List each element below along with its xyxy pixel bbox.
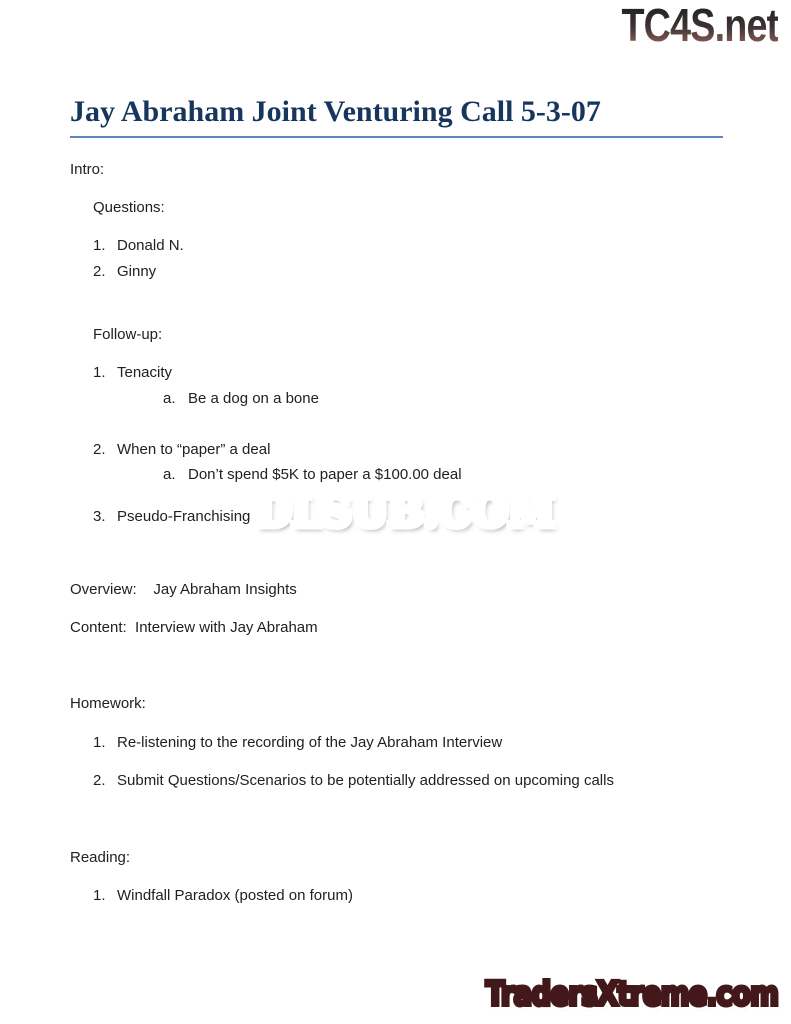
list-marker: 1. (93, 734, 106, 751)
list-item-text: Donald N. (117, 237, 184, 254)
page-title: Jay Abraham Joint Venturing Call 5-3-07 (70, 92, 723, 138)
list-marker: 1. (93, 887, 106, 904)
homework-label: Homework: (70, 695, 146, 712)
list-subitem (163, 465, 462, 485)
content-line: Content: Interview with Jay Abraham (70, 619, 318, 636)
list-item-text: Tenacity (117, 364, 173, 381)
list-marker: 2. (93, 263, 106, 280)
tc4s-logo: TC4S.net (621, 0, 778, 51)
list-item (93, 440, 270, 460)
list-item (93, 262, 156, 282)
list-item-text: Windfall Paradox (posted on forum) (117, 887, 353, 904)
list-item-text: When to “paper” a deal (117, 441, 271, 458)
list-item-text: Don’t spend $5K to paper a $100.00 deal (188, 466, 462, 483)
list-item-text: Submit Questions/Scenarios to be potentially addressed on upcoming calls (117, 772, 614, 789)
list-marker: 1. (93, 364, 106, 381)
list-marker: a. (163, 466, 176, 483)
list-item (93, 886, 353, 906)
list-item (93, 363, 172, 383)
followup-label: Follow-up: (93, 326, 163, 343)
dlsub-watermark: DLSUB.COM DLSUB.COM (255, 488, 555, 536)
list-marker: 2. (93, 441, 106, 458)
list-item (93, 236, 184, 256)
list-item-text: Pseudo-Franchising (117, 508, 251, 525)
list-item (93, 733, 502, 753)
overview-line: Overview: Jay Abraham Insights (70, 581, 297, 598)
list-item (93, 507, 250, 527)
tradersxtreme-watermark: TradersXtreme.com TradersXtreme.com TradersXtreme.com (486, 974, 778, 1014)
list-subitem (163, 389, 319, 409)
intro-label: Intro: (70, 161, 105, 178)
list-marker: 1. (93, 237, 106, 254)
list-item-text: Re-listening to the recording of the Jay Abraham Interview (117, 734, 503, 751)
list-marker: 2. (93, 772, 106, 789)
list-marker: 3. (93, 508, 106, 525)
reading-label: Reading: (70, 849, 131, 866)
list-item-text: Ginny (117, 263, 157, 280)
list-item-text: Be a dog on a bone (188, 390, 319, 407)
list-item (93, 771, 614, 791)
list-marker: a. (163, 390, 176, 407)
questions-label: Questions: (93, 199, 165, 216)
